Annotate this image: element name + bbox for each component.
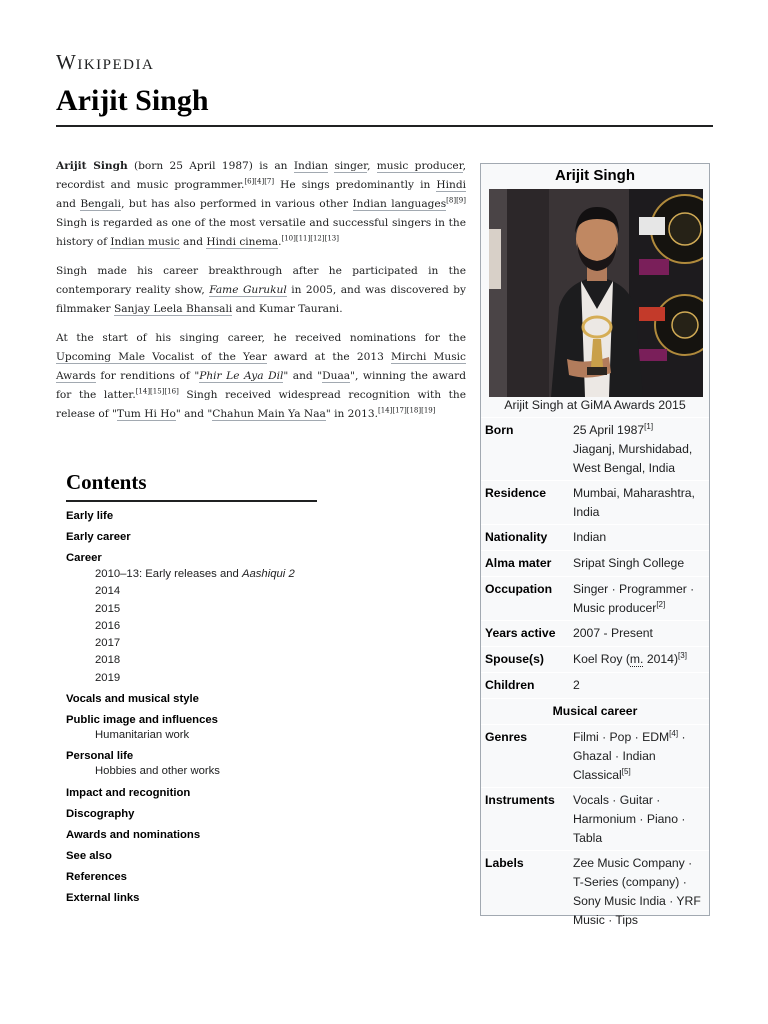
occupation-text: Singer · Programmer · Music producer: [573, 582, 695, 615]
citation[interactable]: [5]: [621, 766, 631, 776]
link-bengali[interactable]: Bengali: [80, 198, 122, 210]
link-phir-le-aya-dil[interactable]: [199, 370, 283, 383]
text: for renditions of ": [95, 370, 200, 382]
row-label: Nationality: [485, 530, 548, 544]
toc-item-early-life[interactable]: Early life: [66, 510, 114, 522]
genres-text: · Ghazal · Indian Classical: [573, 730, 686, 782]
link-sanjay-leela-bhansali[interactable]: Sanjay Leela Bhansali: [113, 303, 233, 315]
text: " in 2013.: [325, 408, 378, 420]
text: Singh made his career breakthrough after he participated in the contemporary reality show,: [56, 265, 466, 296]
infobox-row-nationality: [481, 524, 709, 550]
page-title: Arijit Singh: [56, 84, 209, 117]
infobox-rows: [481, 417, 709, 932]
citation[interactable]: [4]: [669, 728, 679, 738]
title-divider: [56, 125, 713, 127]
toc-item-references[interactable]: References: [66, 870, 127, 883]
text: Singh is regarded as one of the most versatile and successful singers in the history of: [56, 217, 466, 248]
text: At the start of his singing career, he received nominations for the: [56, 332, 466, 344]
toc-subitem-2017[interactable]: 2017: [95, 637, 121, 650]
infobox-row-alma-mater: [481, 550, 709, 576]
link-hindi-cinema[interactable]: Hindi cinema: [206, 236, 279, 248]
link-text: Fame Gurukul: [209, 284, 287, 296]
row-label: Residence: [485, 486, 546, 500]
citation[interactable]: [2]: [656, 599, 666, 609]
infobox-title: Arijit Singh: [555, 167, 635, 184]
link-upcoming-male-vocalist[interactable]: Upcoming Male Vocalist of the Year: [56, 351, 267, 363]
row-value: Zee Music Company · T-Series (company) · Sony Music India · YRF Music · Tips: [573, 856, 701, 927]
photo-illustration: [489, 189, 703, 397]
toc-list: [66, 508, 366, 907]
text: and: [56, 198, 81, 210]
text: " and ": [283, 370, 323, 382]
infobox-caption: Arijit Singh at GiMA Awards 2015: [504, 398, 686, 412]
link-music-producer[interactable]: music producer: [376, 160, 463, 172]
lead-paragraph-2: [56, 262, 466, 319]
toc-title: Contents: [66, 470, 147, 494]
toc-subitem-2018[interactable]: 2018: [95, 654, 121, 667]
row-label: Instruments: [485, 793, 555, 807]
citation[interactable]: [10][11][12][13]: [281, 234, 339, 243]
wikipedia-wordmark[interactable]: Wikipedia: [56, 50, 155, 74]
toc-subitem-humanitarian[interactable]: Humanitarian work: [95, 729, 190, 742]
link-indian[interactable]: Indian: [293, 160, 329, 172]
lead-section: [56, 157, 466, 434]
link-fame-gurukul[interactable]: [209, 284, 287, 297]
row-label: Spouse(s): [485, 652, 544, 666]
lead-paragraph-3: [56, 329, 466, 424]
text: and Kumar Taurani.: [232, 303, 343, 315]
toc-item-impact[interactable]: Impact and recognition: [66, 786, 191, 799]
text: award at the 2013: [266, 351, 391, 363]
link-indian-languages[interactable]: Indian languages: [352, 198, 447, 210]
text: , but has also performed in various other: [121, 198, 353, 210]
row-label: Years active: [485, 626, 556, 640]
toc-subitem-2010-13[interactable]: [66, 566, 366, 583]
link-text: Phir Le Aya Dil: [199, 370, 284, 382]
link-mirchi-music-awards[interactable]: Mirchi Music Awards: [56, 351, 466, 382]
link-chahun-main-ya-naa[interactable]: Chahun Main Ya Naa: [212, 408, 326, 420]
toc-subitem-2016[interactable]: 2016: [95, 619, 121, 632]
spouse-year: 2014): [643, 652, 679, 666]
toc-divider: [66, 500, 317, 502]
row-value: [573, 728, 705, 784]
text: and: [179, 236, 207, 248]
toc-item-discography[interactable]: Discography: [66, 807, 135, 820]
row-label: Born: [485, 423, 514, 437]
genres-text: Filmi · Pop · EDM: [573, 730, 670, 744]
link-hindi[interactable]: Hindi: [436, 179, 466, 191]
infobox-row-genres: [481, 724, 709, 787]
toc-item-vocals[interactable]: Vocals and musical style: [66, 693, 199, 706]
row-value: Mumbai, Maharashtra, India: [573, 486, 695, 519]
row-label: Alma mater: [485, 556, 552, 570]
toc-subitem-italic: Aashiqui 2: [241, 568, 295, 580]
row-value: [573, 650, 705, 669]
row-label: Genres: [485, 730, 528, 744]
infobox-row-born: [481, 417, 709, 480]
spouse-name: Koel Roy (: [573, 652, 630, 666]
infobox-row-instruments: [481, 787, 709, 850]
infobox-row-years-active: [481, 620, 709, 646]
link-duaa[interactable]: Duaa: [322, 370, 351, 382]
toc-item-personal-life[interactable]: Personal life: [66, 750, 134, 763]
lead-paragraph-1: Arijit Singh (born 25 April 1987) is an Indian singer, music producer, recordist and music programmer.[6][4][7] He sings predominantly in Hindi and Bengali, but has also performed in various other Indian languages[8][9] Singh is regarded as one of the most versatile and successful singers in the history of Indian music and Hindi cinema.[10][11][12][13]: [56, 160, 466, 248]
toc-item-public-image[interactable]: Public image and influences: [66, 714, 218, 727]
toc-subitem-2019[interactable]: 2019: [95, 671, 121, 684]
born-place: Jiaganj, Murshidabad, West Bengal, India: [573, 442, 693, 475]
toc-item-see-also[interactable]: See also: [66, 849, 112, 862]
toc-subitem-hobbies[interactable]: Hobbies and other works: [95, 765, 220, 778]
infobox-row-residence: [481, 480, 709, 524]
infobox-section-musical-career: Musical career: [481, 698, 709, 724]
subject-name: Arijit Singh: [56, 160, 128, 172]
citation[interactable]: [14][17][18][19]: [377, 406, 436, 415]
link-tum-hi-ho[interactable]: Tum Hi Ho: [116, 408, 176, 420]
infobox-row-labels: [481, 850, 709, 932]
citation[interactable]: [6][4][7]: [244, 177, 275, 186]
row-label: Occupation: [485, 582, 553, 596]
toc-subitem-text: 2010–13: Early releases and: [95, 568, 242, 580]
citation[interactable]: [14][15][16]: [135, 387, 179, 396]
text: , recordist and music programmer.: [56, 160, 466, 191]
citation[interactable]: [8][9]: [446, 196, 466, 205]
infobox-row-spouse: [481, 646, 709, 672]
row-value: Indian: [573, 530, 607, 544]
infobox-row-children: [481, 672, 709, 698]
toc-item-external-links[interactable]: External links: [66, 891, 140, 904]
text: He sings predominantly in: [274, 179, 437, 191]
text: in 2005, and was discovered by filmmaker: [56, 284, 466, 315]
row-label: Children: [485, 678, 535, 692]
married-abbr: m.: [629, 652, 644, 666]
row-label: Labels: [485, 856, 524, 870]
row-value[interactable]: Sripat Singh College: [573, 556, 685, 570]
link-indian-music[interactable]: Indian music: [110, 236, 180, 248]
text: (born 25 April 1987) is an: [127, 160, 294, 172]
row-value: 2: [573, 678, 580, 692]
born-date: 25 April 1987: [573, 423, 645, 437]
text: .: [278, 236, 282, 248]
toc-item-career[interactable]: Career: [66, 552, 102, 564]
text: " and ": [175, 408, 213, 420]
row-value: [573, 421, 705, 477]
toc-subitem-2015[interactable]: 2015: [95, 602, 121, 615]
infobox: [480, 163, 710, 927]
infobox-row-occupation: [481, 576, 709, 620]
text: Singh received widespread recognition with the release of ": [56, 389, 466, 420]
toc-item-early-career[interactable]: Early career: [66, 531, 131, 543]
toc-item-awards[interactable]: Awards and nominations: [66, 828, 201, 841]
link-singer[interactable]: singer: [334, 160, 368, 172]
toc-subitem-2014[interactable]: 2014: [95, 585, 121, 598]
citation[interactable]: [3]: [678, 650, 687, 660]
citation[interactable]: [1]: [644, 421, 654, 431]
row-value: [573, 580, 705, 617]
row-value: Vocals · Guitar · Harmonium · Piano · Tabla: [573, 793, 686, 845]
row-value: 2007 - Present: [573, 626, 653, 640]
infobox-photo[interactable]: [489, 189, 703, 397]
text: ", winning the award for the latter.: [56, 370, 466, 401]
table-of-contents: [66, 470, 366, 907]
